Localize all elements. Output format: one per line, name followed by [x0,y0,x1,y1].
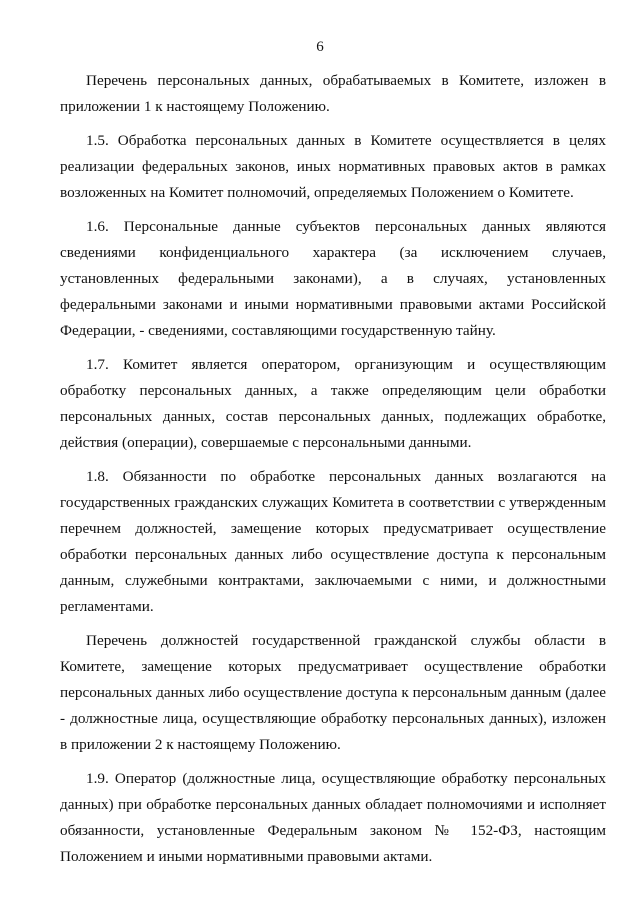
paragraph-1-9: 1.9. Оператор (должностные лица, осуществляющие обработку персональных данных) при обработке персональных данных обладает полномочиями и исполняет обязанности, установленные Федеральным законом № 152-ФЗ, настоящим Положением и иными нормативными правовыми актами. [60,770,606,865]
paragraph-positions-list: Перечень должностей государственной гражданской службы области в Комитете, замещение которых предусматривает осуществление обработки персональных данных либо осуществление доступа к персональным данным (далее - должностные лица, осуществляющие обработку персональных данных), изложен в приложении 2 к настоящему Положению. [60,632,606,753]
paragraph-1-8: 1.8. Обязанности по обработке персональных данных возлагаются на государственных гражданских служащих Комитета в соответствии с утвержденным перечнем должностей, замещение которых предусматривает осуществление обработки персональных данных либо осуществление доступа к персональным данным, служебными контрактами, заключаемыми с ними, и должностными регламентами. [60,468,606,615]
page-number: 6 [316,39,324,55]
paragraph-1-7: 1.7. Комитет является оператором, организующим и осуществляющим обработку персональных данных, а также определяющим цели обработки персональных данных, состав персональных данных, подлежащих обработке, действия (операции), совершаемые с персональными данными. [60,356,606,451]
document-body [60,68,606,870]
paragraph-personal-data-list: Перечень персональных данных, обрабатываемых в Комитете, изложен в приложении 1 к настоящему Положению. [60,72,606,115]
paragraph-1-6: 1.6. Персональные данные субъектов персональных данных являются сведениями конфиденциального характера (за исключением случаев, установленных федеральными законами), а в случаях, установленных федеральными законами и иными нормативными правовыми актами Российской Федерации, - сведениями, составляющими государственную тайну. [60,218,606,339]
paragraph-1-5: 1.5. Обработка персональных данных в Комитете осуществляется в целях реализации федеральных законов, иных нормативных правовых актов в рамках возложенных на Комитет полномочий, определяемых Положением о Комитете. [60,132,606,201]
